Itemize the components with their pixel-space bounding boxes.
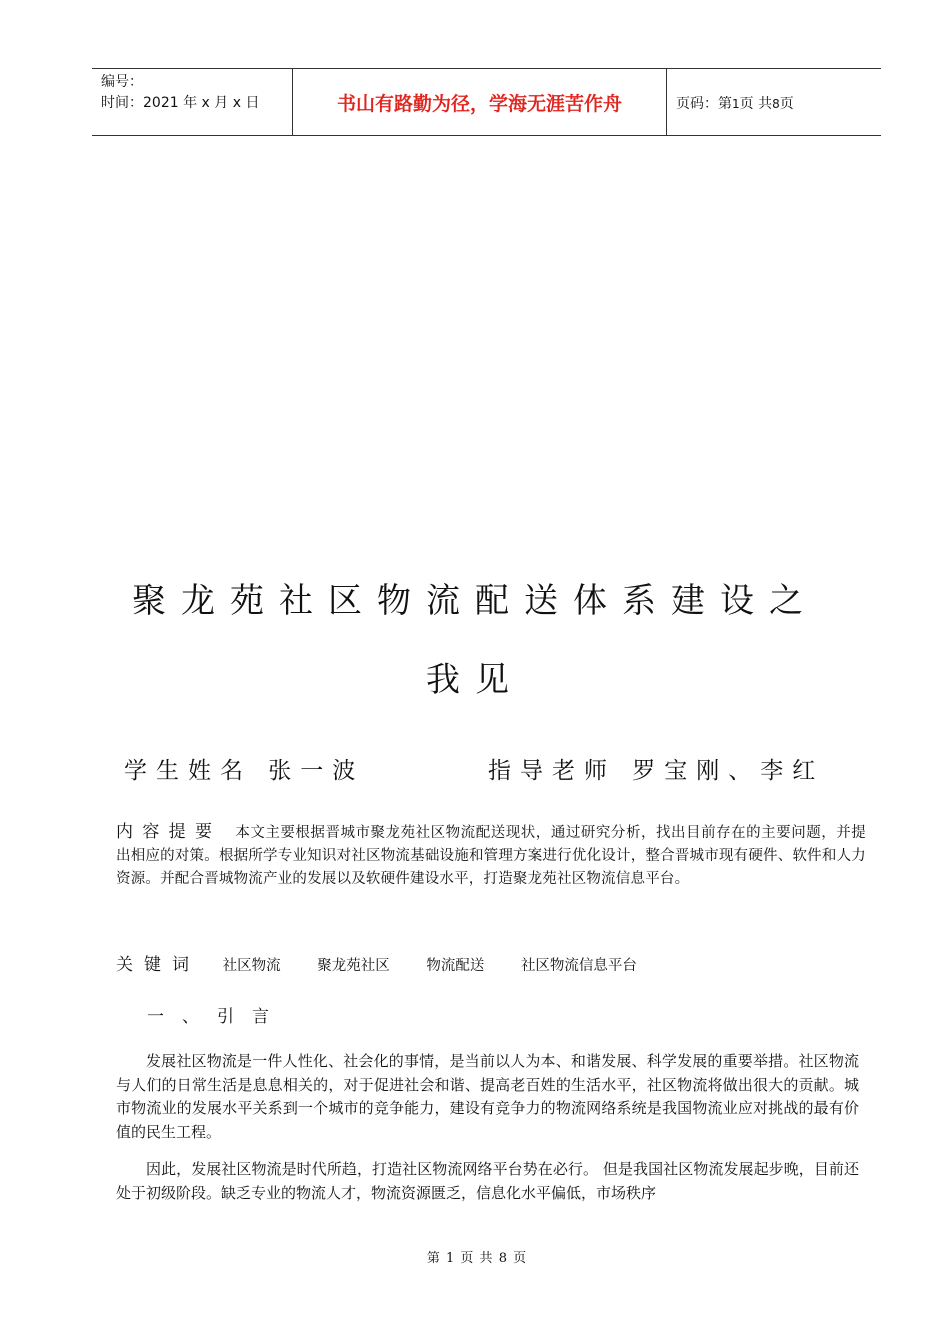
body-paragraph: 发展社区物流是一件人性化、社会化的事情，是当前以人为本、和谐发展、科学发展的重要举措。社区物流与人们的日常生活是息息相关的，对于促进社会和谐、提高老百姓的生活水平，社区物流将做出很大的贡献。城市物流业的发展水平关系到一个城市的竞争能力，建设有竞争力的物流网络系统是我国物流业应对挑战的最有价值的民生工程。 [116, 1052, 859, 1141]
serial-label: 编号： [101, 74, 143, 90]
abstract-label: 内容提要 [116, 822, 222, 842]
header-meta [101, 72, 259, 114]
page-number: 1 [732, 97, 740, 111]
keyword-item: 聚龙苑社区 [317, 958, 390, 974]
page-prefix: 页码：第 [676, 96, 732, 112]
abstract-text: 本文主要根据晋城市聚龙苑社区物流配送现状，通过研究分析，找出目前存在的主要问题，并提出相应的对策。根据所学专业知识对社区物流基础设施和管理方案进行优化设计，整合晋城市现有硬件、软件和人力资源。并配合晋城物流产业的发展以及软硬件建设水平，打造聚龙苑社区物流信息平台。 [116, 825, 867, 887]
page-suffix: 页 [779, 96, 794, 112]
abstract [116, 821, 866, 891]
document-title-line1: 聚龙苑社区物流配送体系建设之 [132, 581, 818, 621]
page-mid: 页 共 [739, 96, 773, 112]
advisor-name: 指导老师 罗宝刚、李红 [488, 758, 825, 784]
keyword-item: 社区物流信息平台 [520, 958, 637, 974]
section-heading: 一、引言 [147, 1007, 287, 1027]
page-footer: 第 1 页 共 8 页 [426, 1251, 528, 1266]
header-motto: 书山有路勤为径，学海无涯苦作舟 [336, 93, 622, 115]
student-name: 学生姓名 张一波 [124, 758, 365, 784]
keywords [116, 950, 669, 975]
keyword-item: 物流配送 [426, 958, 485, 974]
page-total: 8 [772, 97, 780, 111]
header-divider [666, 69, 667, 135]
keyword-item: 社区物流 [222, 958, 281, 974]
time-label: 时间：2021 年 x 月 x 日 [101, 95, 260, 111]
keywords-label: 关键词 [116, 955, 200, 975]
body-paragraph: 因此，发展社区物流是时代所趋，打造社区物流网络平台势在必行。 但是我国社区物流发展起步晚，目前还处于初级阶段。缺乏专业的物流人才，物流资源匮乏，信息化水平偏低，市场秩序 [116, 1160, 859, 1202]
document-header [92, 68, 881, 136]
header-page-info [676, 93, 794, 113]
document-title-line2: 我见 [426, 660, 524, 700]
